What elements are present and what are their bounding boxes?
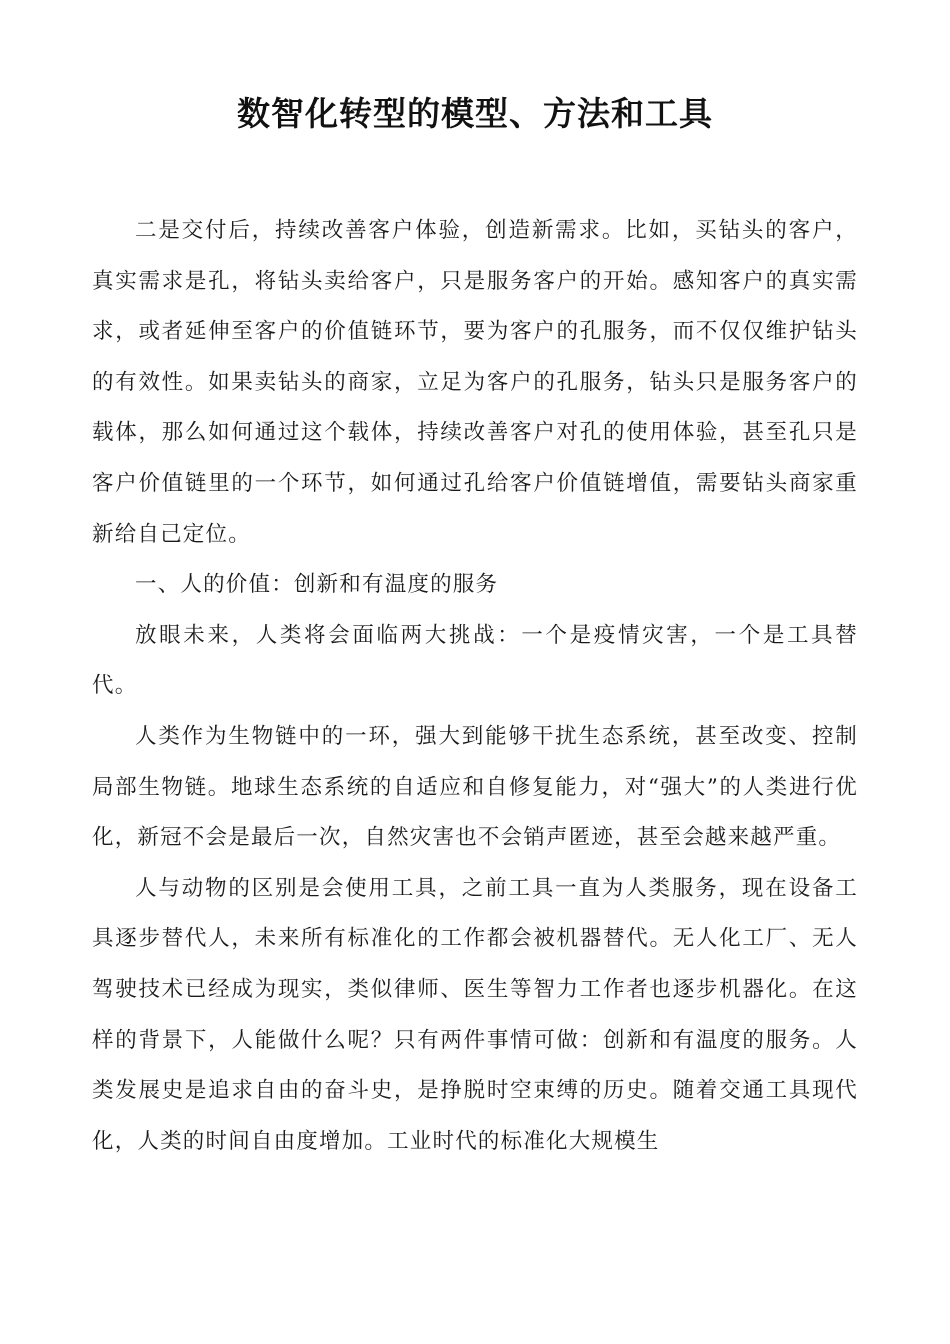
paragraph-ecosystem: 人类作为生物链中的一环，强大到能够干扰生态系统，甚至改变、控制局部生物链。地球生态系统的自适应和自修复能力，对“强大”的人类进行优化，新冠不会是最后一次，自然灾害也不会销声匿迹，甚至会越来越严重。	[92, 723, 858, 851]
document-title: 数智化转型的模型、方法和工具	[237, 94, 713, 133]
paragraph-delivery-experience: 二是交付后，持续改善客户体验，创造新需求。比如，买钻头的客户，真实需求是孔，将钻头卖给客户，只是服务客户的开始。感知客户的真实需求，或者延伸至客户的价值链环节，要为客户的孔服务，而不仅仅维护钻头的有效性。如果卖钻头的商家，立足为客户的孔服务，钻头只是服务客户的载体，那么如何通过这个载体，持续改善客户对孔的使用体验，甚至孔只是客户价值链里的一个环节，如何通过孔给客户价值链增值，需要钻头商家重新给自己定位。	[92, 218, 858, 547]
paragraph-tools-replacement: 人与动物的区别是会使用工具，之前工具一直为人类服务，现在设备工具逐步替代人，未来所有标准化的工作都会被机器替代。无人化工厂、无人驾驶技术已经成为现实，类似律师、医生等智力工作者也逐步机器化。在这样的背景下，人能做什么呢？只有两件事情可做：创新和有温度的服务。人类发展史是追求自由的奋斗史，是挣脱时空束缚的历史。随着交通工具现代化，人类的时间自由度增加。工业时代的标准化大规模生	[92, 875, 858, 1154]
document-page	[92, 0, 858, 1167]
section-heading-human-value: 一、人的价值：创新和有温度的服务	[135, 572, 499, 598]
paragraph-two-challenges: 放眼未来，人类将会面临两大挑战：一个是疫情灾害，一个是工具替代。	[92, 622, 858, 699]
document-body	[92, 206, 858, 1167]
